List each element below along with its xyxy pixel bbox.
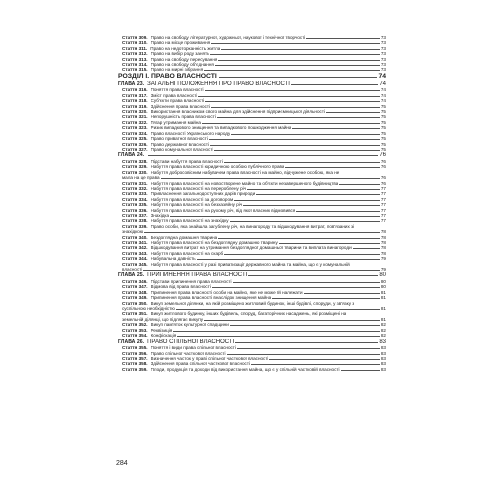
article-title: Право приватної власності [150, 136, 208, 142]
article-title: Відшкодування витрат на утримання бездоглядної домашньої тварини та виплата винагороди [150, 245, 352, 251]
article-page: 78 [380, 245, 386, 251]
article-page: 73 [380, 45, 386, 51]
article-page: 77 [380, 196, 386, 202]
article-title: Право на свободу пересування [150, 56, 218, 62]
article-page: 75 [380, 146, 386, 152]
leader-dots [204, 320, 380, 321]
article-title: Відмова від права власності [150, 284, 211, 290]
article-title: Набуття права власності на знахідку [150, 218, 229, 224]
leader-dots [205, 101, 380, 102]
article-number: Стаття 337. [122, 212, 148, 218]
article-title: Ризик випадкового знищення та випадкового пошкодження майна [150, 125, 292, 131]
leader-dots [219, 77, 378, 78]
article-page: 78 [380, 240, 386, 245]
article-number: Стаття 323. [122, 125, 148, 131]
leader-dots [296, 211, 380, 212]
article-number: Стаття 351. [122, 311, 148, 317]
article-number: Стаття 345. [122, 261, 148, 267]
article-title: Визначення часток у праві спільної часткової власності [150, 355, 269, 361]
leader-dots [211, 107, 380, 108]
leader-dots [231, 134, 380, 135]
article-page: 75 [380, 103, 386, 109]
article-title: Реквізиція [150, 327, 173, 333]
article-title-continued: земельній ділянці, що підлягає викупу [122, 316, 204, 322]
toc-chapter [118, 152, 386, 159]
article-page: 77 [380, 185, 386, 191]
section-title: РОЗДІЛ І. ПРАВО ВЛАСНОСТІ [118, 72, 217, 80]
article-page: 77 [380, 202, 386, 208]
article-number: Стаття 338. [122, 218, 148, 224]
article-page: 76 [380, 180, 386, 186]
article-page: 83 [380, 355, 386, 361]
chapter-label: ГЛАВА 24. [118, 152, 145, 159]
article-number: Стаття 328. [122, 158, 148, 164]
chapter-label: ГЛАВА 25. [118, 272, 145, 279]
article-page: 83 [380, 350, 386, 356]
article-page: 79 [380, 256, 386, 262]
toc-chapter [118, 272, 386, 279]
article-page: 78 [380, 229, 386, 235]
article-number: Стаття 313. [122, 56, 148, 62]
section-page: 74 [378, 72, 386, 80]
article-page: 82 [380, 322, 386, 328]
leader-dots [341, 370, 380, 371]
article-number: Стаття 347. [122, 284, 148, 290]
leader-dots [233, 282, 380, 283]
article-page: 82 [380, 333, 386, 339]
leader-dots [292, 128, 379, 129]
leader-dots [272, 298, 380, 299]
leader-dots [143, 270, 379, 271]
article-number: Стаття 321. [122, 114, 148, 120]
article-title: Викуп житлового будинку, інших будівель, споруд, багаторічних насаджень, які розміщені на [150, 311, 347, 317]
article-number: Стаття 329. [122, 164, 148, 170]
leader-dots [339, 184, 380, 185]
chapter-label: ГЛАВА 23. [118, 80, 145, 87]
article-page: 78 [380, 250, 386, 256]
article-number: Стаття 334. [122, 196, 148, 202]
article-page: 81 [380, 316, 386, 322]
article-page: 81 [380, 306, 386, 312]
article-number: Стаття 316. [122, 87, 148, 93]
article-page: 80 [380, 279, 386, 285]
article-number: Стаття 352. [122, 322, 148, 328]
article-number: Стаття 326. [122, 141, 148, 147]
article-page: 74 [380, 98, 386, 104]
article-number: Стаття 311. [122, 45, 148, 51]
article-page: 79 [380, 267, 386, 273]
leader-dots [144, 232, 380, 233]
leader-dots [285, 167, 379, 168]
article-title: Набуття права власності на бездоглядну домашню тварину [150, 240, 278, 245]
article-page: 80 [380, 284, 386, 290]
article-page: 82 [380, 327, 386, 333]
article-number: Стаття 320. [122, 109, 148, 115]
toc-entry [118, 367, 386, 372]
article-number: Стаття 332. [122, 185, 148, 191]
article-page: 83 [380, 361, 386, 367]
article-page: 77 [380, 212, 386, 218]
article-title: Право комунальної власності [150, 146, 214, 152]
leader-dots [177, 336, 380, 337]
leader-dots [210, 54, 379, 55]
article-title: Викуп пам'яток культурної спадщини [150, 322, 229, 328]
leader-dots [306, 38, 380, 39]
toc-chapter [118, 81, 386, 88]
article-number: Стаття 355. [122, 345, 148, 351]
page-number: 284 [116, 460, 128, 467]
article-title: Право особи, яка знайшла загублену річ, на винагороду та відшкодування витрат, пов'язаних зі [150, 223, 355, 229]
article-number: Стаття 330. [122, 169, 148, 175]
article-title: Право на свободу літературної, художньої, наукової і технічної творчості [150, 35, 306, 40]
article-title: Використання власником свого майна для здійснення підприємницької діяльності [150, 109, 325, 115]
leader-dots [224, 162, 380, 163]
article-title: Викуп земельної ділянки, на якій розміщено житловий будинок, інші будівлі, споруди, у зв'язку з [150, 300, 355, 306]
article-title: Непорушність права власності [150, 114, 216, 120]
article-page: 76 [380, 164, 386, 170]
toc-entry [118, 224, 386, 235]
article-page: 73 [380, 56, 386, 62]
article-title: Право власності Українського народу [150, 130, 231, 136]
article-title: Право на свободу об'єднання [150, 62, 214, 68]
article-number: Стаття 348. [122, 289, 148, 295]
leader-dots [224, 254, 380, 255]
article-number: Стаття 322. [122, 119, 148, 125]
article-page: 77 [380, 218, 386, 224]
article-page: 75 [380, 136, 386, 142]
chapter-title: ПРАВО СПІЛЬНОЇ ВЛАСНОСТІ [147, 338, 235, 345]
article-number: Стаття 319. [122, 103, 148, 109]
article-page: 76 [380, 158, 386, 164]
leader-dots [291, 84, 378, 85]
toc-section [118, 73, 386, 81]
article-title-continued: мала на це права [122, 175, 160, 181]
article-page: 81 [380, 289, 386, 295]
leader-dots [205, 90, 380, 91]
article-page: 73 [380, 51, 386, 57]
article-number: Стаття 339. [122, 223, 148, 229]
article-number: Стаття 344. [122, 256, 148, 262]
article-title: Поняття права власності [150, 87, 204, 93]
toc-entry [118, 262, 386, 273]
leader-dots [170, 216, 380, 217]
article-title: Здійснення права власності [150, 103, 210, 109]
leader-dots [202, 123, 380, 124]
article-number: Стаття 357. [122, 355, 148, 361]
chapter-title: ЗАГАЛЬНІ ПОЛОЖЕННЯ ПРО ПРАВО ВЛАСНОСТІ [147, 80, 290, 87]
article-number: Стаття 312. [122, 51, 148, 57]
leader-dots [221, 49, 380, 50]
chapter-page: 76 [379, 152, 386, 159]
leader-dots [214, 150, 379, 151]
article-title: Припинення права власності особи на майно, яке не може їй належати [150, 289, 303, 295]
article-title: Набуття права власності на перероблену річ [150, 185, 247, 191]
article-title: Припинення права власності внаслідок знищення майна [150, 295, 272, 301]
article-title: Конфіскація [150, 333, 177, 339]
article-page: 77 [380, 207, 386, 213]
article-title: Набуття права власності на рухому річ, від якої власник відмовився [150, 207, 296, 213]
article-number: Стаття 314. [122, 62, 148, 68]
article-title: Плоди, продукція та доходи від використання майна, що є у спільній частковій власності [150, 366, 340, 372]
article-title: Знахідка [150, 212, 170, 218]
article-title-continued: суспільною необхідністю [122, 306, 175, 312]
article-page: 75 [380, 130, 386, 136]
chapter-label: ГЛАВА 26. [118, 338, 145, 345]
article-title: Бездоглядна домашня тварина [150, 234, 218, 240]
chapter-page: 80 [379, 272, 386, 279]
leader-dots [148, 155, 378, 156]
leader-dots [215, 65, 380, 66]
article-page: 74 [380, 87, 386, 93]
leader-dots [210, 145, 380, 146]
leader-dots [353, 248, 380, 249]
article-title: Право спільної часткової власності [150, 350, 226, 356]
article-number: Стаття 340. [122, 234, 148, 240]
leader-dots [176, 309, 380, 310]
leader-dots [173, 331, 380, 332]
article-number: Стаття 353. [122, 327, 148, 333]
article-title: Тягар утримання майна [150, 119, 201, 125]
leader-dots [326, 112, 380, 113]
article-title: Набуття добросовісним набувачем права власності на майно, відчужене особою, яка не [150, 169, 340, 175]
article-title-continued: знахідкою [122, 229, 144, 235]
article-number: Стаття 310. [122, 40, 148, 46]
leader-dots [304, 293, 380, 294]
leader-dots [212, 287, 380, 288]
article-title: Право на мирні зібрання [150, 67, 204, 73]
article-page: 75 [380, 119, 386, 125]
article-title: Право на вибір роду занять [150, 51, 210, 57]
leader-dots [204, 70, 380, 71]
leader-dots [235, 342, 378, 343]
article-number: Стаття 317. [122, 92, 148, 98]
toc-entry [118, 311, 386, 322]
article-number: Стаття 341. [122, 240, 148, 245]
article-page: 75 [380, 109, 386, 115]
article-number: Стаття 309. [122, 35, 148, 40]
article-title: Набуття права власності на безхазяйну річ [150, 202, 243, 208]
article-title: Набуття права власності за договором [150, 196, 234, 202]
article-page: 73 [380, 40, 386, 46]
leader-dots [251, 364, 380, 365]
article-title: Підстави набуття права власності [150, 158, 223, 164]
article-number: Стаття 359. [122, 366, 148, 372]
article-title-continued: власності [122, 267, 143, 273]
leader-dots [218, 238, 380, 239]
leader-dots [279, 243, 380, 244]
leader-dots [247, 189, 380, 190]
leader-dots [243, 205, 380, 206]
article-title: Право державної власності [150, 141, 210, 147]
leader-dots [227, 354, 380, 355]
article-number: Стаття 346. [122, 279, 148, 285]
toc-chapter [118, 339, 386, 346]
leader-dots [217, 117, 380, 118]
leader-dots [161, 178, 380, 179]
article-title: Підстави припинення права власності [150, 279, 232, 285]
toc-entry [118, 170, 386, 181]
article-page: 73 [380, 62, 386, 68]
article-page: 83 [380, 345, 386, 351]
article-title: Набуття права власності на новостворене майно та об'єкти незавершеного будівництва [150, 180, 339, 186]
leader-dots [269, 359, 379, 360]
article-title: Привласнення загальнодоступних дарів природи [150, 191, 256, 197]
leader-dots [237, 348, 380, 349]
article-number: Стаття 354. [122, 333, 148, 339]
article-number: Стаття 356. [122, 350, 148, 356]
article-number: Стаття 315. [122, 67, 148, 73]
leader-dots [211, 43, 380, 44]
article-title: Набуття права власності на скарб [150, 250, 224, 256]
article-title: Зміст права власності [150, 92, 198, 98]
article-title: Набуття права власності у разі приватизації державного майна та майна, що є у комунальній [150, 261, 350, 267]
article-number: Стаття 335. [122, 202, 148, 208]
toc-entry [118, 301, 386, 312]
article-page: 75 [380, 114, 386, 120]
chapter-page: 74 [379, 80, 386, 87]
article-number: Стаття 318. [122, 98, 148, 104]
leader-dots [234, 200, 380, 201]
article-page: 83 [380, 366, 386, 372]
leader-dots [256, 194, 380, 195]
article-number: Стаття 343. [122, 250, 148, 256]
article-page: 81 [380, 295, 386, 301]
article-number: Стаття 324. [122, 130, 148, 136]
article-title: Набувальна давність [150, 256, 196, 262]
leader-dots [248, 275, 378, 276]
article-number: Стаття 327. [122, 146, 148, 152]
article-title: Набуття права власності юридичною особою публічного права [150, 164, 285, 170]
article-title: Здійснення права спільної часткової власності [150, 361, 250, 367]
article-title: Право на недоторканність житла [150, 45, 221, 51]
article-number: Стаття 349. [122, 295, 148, 301]
article-title: Право на місце проживання [150, 40, 211, 46]
article-page: 73 [380, 67, 386, 73]
leader-dots [230, 221, 380, 222]
chapter-page: 83 [379, 338, 386, 345]
article-number: Стаття 342. [122, 245, 148, 251]
article-number: Стаття 331. [122, 180, 148, 186]
article-page: 77 [380, 191, 386, 197]
article-page: 78 [380, 234, 386, 240]
article-number: Стаття 350. [122, 300, 148, 306]
article-title: Суб'єкти права власності [150, 98, 205, 104]
article-page: 75 [380, 141, 386, 147]
article-title: Поняття і види права спільної власності [150, 345, 236, 351]
article-page: 74 [380, 92, 386, 98]
article-page: 76 [380, 175, 386, 181]
chapter-title: ПРИПИНЕННЯ ПРАВА ВЛАСНОСТІ [147, 272, 248, 279]
article-number: Стаття 325. [122, 136, 148, 142]
article-number: Стаття 336. [122, 207, 148, 213]
leader-dots [209, 139, 380, 140]
leader-dots [197, 259, 380, 260]
article-page: 75 [380, 125, 386, 131]
article-number: Стаття 358. [122, 361, 148, 367]
leader-dots [218, 60, 380, 61]
article-number: Стаття 333. [122, 191, 148, 197]
table-of-contents [118, 35, 386, 372]
article-page: 73 [380, 35, 386, 40]
leader-dots [230, 325, 380, 326]
leader-dots [198, 96, 380, 97]
